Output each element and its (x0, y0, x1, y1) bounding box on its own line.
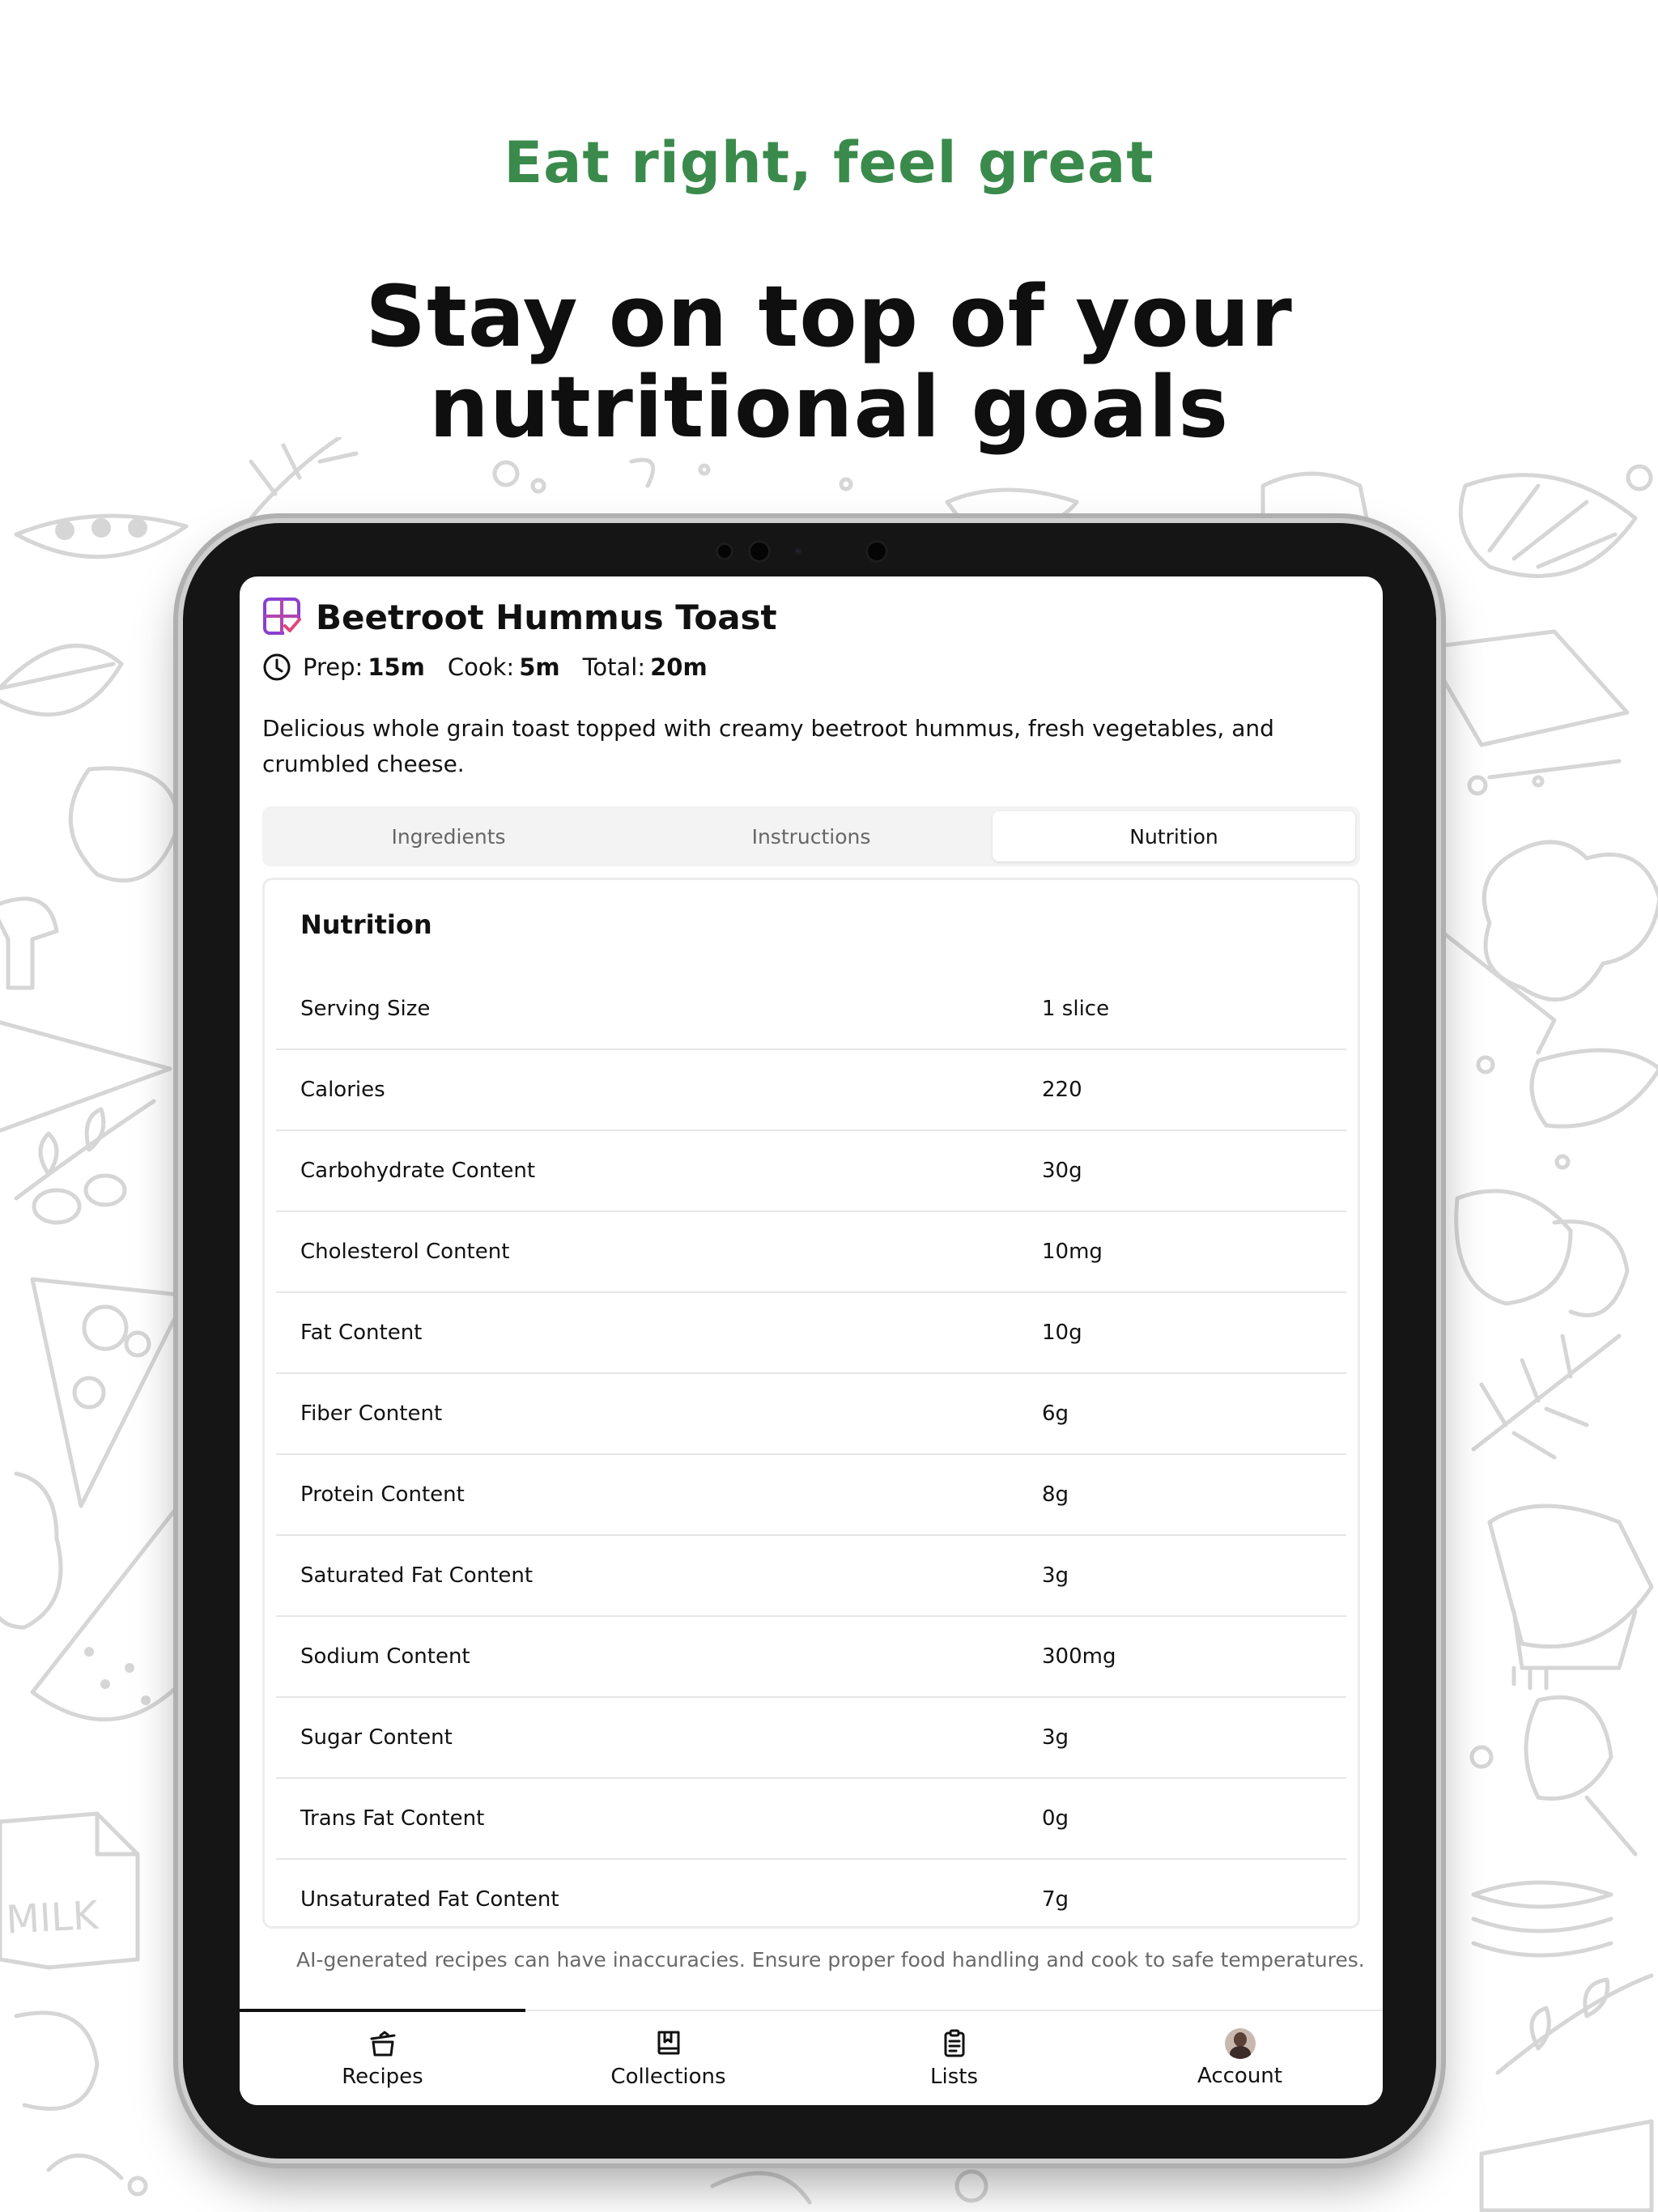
nav-account[interactable] (1097, 2011, 1383, 2105)
recipe-tabs (262, 806, 1360, 866)
nutrient-value: 220 (1042, 1078, 1082, 1102)
nav-lists[interactable] (811, 2011, 1097, 2105)
table-row (276, 1779, 1346, 1860)
nutrient-value: 3g (1042, 1725, 1069, 1750)
milk-carton-doodle (0, 1814, 138, 1967)
pancakes-doodle (1473, 1882, 1611, 1955)
table-row (276, 1536, 1346, 1617)
nutrition-table (276, 969, 1346, 1939)
tablet-frame (183, 523, 1436, 2159)
nutrition-card-title: Nutrition (300, 909, 432, 940)
camera-bar (708, 536, 910, 565)
cook-value: 5m (519, 653, 560, 681)
cook-label: Cook: (447, 653, 515, 681)
table-row (276, 1131, 1346, 1212)
nav-recipes[interactable] (240, 2011, 525, 2105)
headline (0, 267, 1658, 457)
pot-icon (367, 2027, 399, 2060)
cake-slice-doodle (1482, 2121, 1652, 2210)
bread-doodle (1263, 474, 1368, 526)
nutrient-name: Calories (300, 1078, 385, 1102)
table-row (276, 1293, 1346, 1374)
nutrient-value: 30g (1042, 1159, 1082, 1183)
bottom-nav (240, 2010, 1383, 2105)
tab-nutrition[interactable]: Nutrition (993, 811, 1355, 861)
leaf-doodle (0, 646, 121, 715)
butter-doodle (1425, 632, 1627, 745)
nutrient-value: 0g (1042, 1806, 1069, 1831)
bookmark-book-icon (653, 2027, 685, 2060)
recipe-title: Beetroot Hummus Toast (316, 597, 777, 637)
nav-collections[interactable] (525, 2011, 811, 2105)
table-row (276, 1212, 1346, 1293)
nutrient-value: 6g (1042, 1402, 1069, 1426)
prep-value: 15m (368, 653, 425, 681)
potatoes-doodle (1456, 1191, 1627, 1315)
recipe-header (262, 594, 1360, 782)
nutrient-name: Serving Size (300, 997, 431, 1021)
nav-lists-label: Lists (930, 2065, 978, 2089)
nutrient-value: 8g (1042, 1482, 1069, 1507)
orange-slice-doodle (1460, 475, 1635, 576)
total-label: Total: (582, 653, 646, 681)
table-row (276, 1455, 1346, 1536)
recipe-app-logo-icon (262, 597, 303, 637)
ai-disclaimer: AI-generated recipes can have inaccuracies. Ensure proper food handling and cook to safe temperatures. (296, 1948, 1365, 1972)
cupcake-doodle (1490, 1506, 1652, 1668)
recipe-times (262, 651, 1360, 683)
nav-collections-label: Collections (610, 2065, 726, 2089)
table-row (276, 1374, 1346, 1455)
nutrient-name: Cholesterol Content (300, 1240, 510, 1264)
avatar (1225, 2028, 1256, 2059)
nutrient-name: Fat Content (300, 1321, 423, 1345)
headline-line-2: nutritional goals (428, 358, 1230, 457)
app-screen (240, 576, 1383, 2105)
nutrient-name: Protein Content (300, 1482, 465, 1507)
tab-ingredients[interactable]: Ingredients (391, 824, 506, 849)
egg-doodle (70, 768, 178, 881)
nutrient-name: Sodium Content (300, 1644, 470, 1669)
recipe-description: Delicious whole grain toast topped with creamy beetroot hummus, fresh vegetables, and crumbled cheese. (262, 715, 1274, 777)
table-row (276, 969, 1346, 1050)
nutrient-value: 3g (1042, 1563, 1069, 1588)
table-row (276, 1860, 1346, 1939)
nutrient-value: 300mg (1042, 1644, 1116, 1669)
table-row (276, 1050, 1346, 1131)
shrimp-doodle (16, 2013, 97, 2108)
nutrient-value: 7g (1042, 1887, 1069, 1912)
sausage-doodle (1532, 1050, 1658, 1126)
table-row (276, 1698, 1346, 1779)
pear-doodle (0, 1474, 61, 1627)
milk-carton-text: MILK (5, 1892, 100, 1943)
nutrient-value: 10g (1042, 1321, 1082, 1345)
nutrient-name: Carbohydrate Content (300, 1159, 536, 1183)
tab-instructions[interactable]: Instructions (751, 824, 871, 849)
mushroom-doodle (0, 899, 57, 988)
nutrient-name: Sugar Content (300, 1725, 453, 1750)
headline-line-1: Stay on top of your (365, 267, 1293, 366)
nutrient-value: 1 slice (1042, 997, 1110, 1021)
table-row (276, 1617, 1346, 1698)
nutrient-name: Unsaturated Fat Content (300, 1887, 559, 1912)
nutrient-value: 10mg (1042, 1240, 1103, 1264)
nutrition-card (262, 878, 1360, 1929)
clock-icon (262, 653, 291, 682)
nutrient-name: Saturated Fat Content (300, 1563, 534, 1588)
tagline: Eat right, feel great (504, 130, 1154, 196)
broccoli-doodle (1484, 842, 1658, 1000)
carrot-doodle (0, 1020, 170, 1134)
nutrient-name: Trans Fat Content (300, 1806, 485, 1831)
total-value: 20m (650, 653, 708, 681)
prep-label: Prep: (303, 653, 363, 681)
olive-leaf-doodle (1498, 1976, 1652, 2073)
nav-account-label: Account (1197, 2064, 1282, 2088)
nutrient-name: Fiber Content (300, 1402, 443, 1426)
sprig-doodle (1473, 1336, 1619, 1457)
chicken-leg-doodle (1526, 1697, 1635, 1854)
pizza-slice-doodle (32, 1279, 186, 1506)
clipboard-icon (938, 2027, 971, 2060)
nav-recipes-label: Recipes (342, 2065, 423, 2089)
